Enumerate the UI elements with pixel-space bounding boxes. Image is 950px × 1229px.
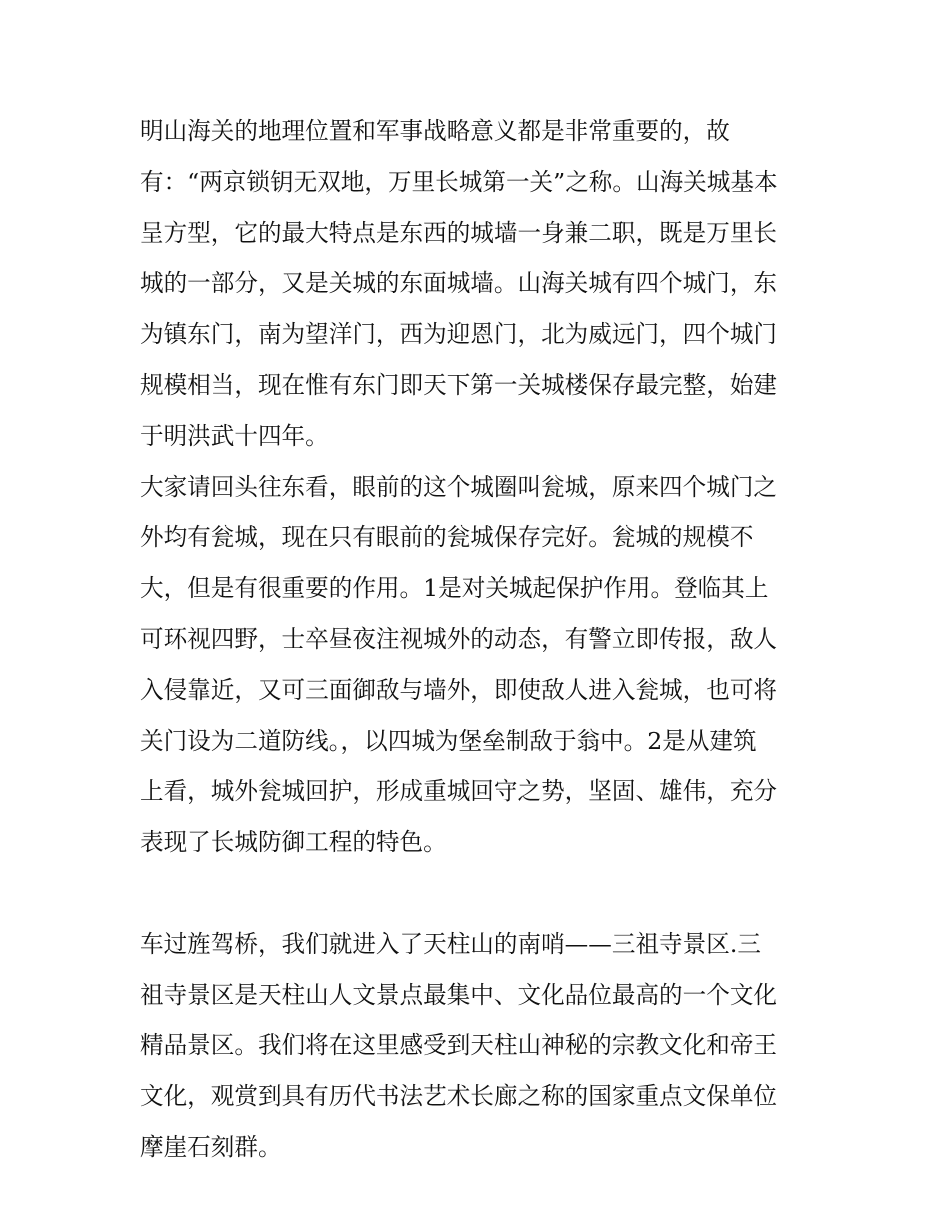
text-line: 大，但是有很重要的作用。1是对关城起保护作用。登临其上 [140, 574, 769, 603]
document-body [140, 106, 816, 1173]
text-line: 明山海关的地理位置和军事战略意义都是非常重要的，故 [140, 117, 730, 145]
text-line: 于明洪武十四年。 [140, 421, 329, 450]
text-line: 入侵靠近，又可三面御敌与墙外，即使敌人进入瓮城，也可将 [140, 675, 778, 704]
text-line: 城的一部分，又是关城的东面城墙。山海关城有四个城门，东 [140, 269, 778, 298]
text-line: 精品景区。我们将在这里感受到天柱山神秘的宗教文化和帝王 [140, 1031, 778, 1060]
text-line: 规模相当，现在惟有东门即天下第一关城楼保存最完整，始建 [140, 370, 778, 399]
text-line: 为镇东门，南为望洋门，西为迎恩门，北为威远门，四个城门 [140, 320, 778, 349]
text-line: 可环视四野，士卒昼夜注视城外的动态，有警立即传报，敌人 [140, 624, 778, 653]
text-line: 有：“两京锁钥无双地，万里长城第一关”之称。山海关城基本 [140, 167, 778, 196]
text-line [140, 868, 816, 919]
text-line: 车过旌驾桥，我们就进入了天柱山的南哨——三祖寺景区.三 [140, 929, 761, 958]
text-line: 摩崖石刻群。 [140, 1132, 282, 1161]
text-line: 上看，城外瓮城回护，形成重城回守之势，坚固、雄伟，充分 [140, 777, 778, 806]
text-line: 祖寺景区是天柱山人文景点最集中、文化品位最高的一个文化 [140, 980, 778, 1009]
text-line: 表现了长城防御工程的特色。 [140, 828, 447, 857]
text-line: 关门设为二道防线。，以四城为堡垒制敌于翁中。2是从建筑 [140, 726, 757, 755]
text-line: 外均有瓮城，现在只有眼前的瓮城保存完好。瓮城的规模不 [140, 523, 754, 552]
text-line: 呈方型，它的最大特点是东西的城墙一身兼二职，既是万里长 [140, 218, 778, 247]
paragraph-wengcheng [140, 462, 816, 919]
text-line: 大家请回头往东看，眼前的这个城圈叫瓮城，原来四个城门之 [140, 472, 778, 501]
text-line: 文化，观赏到具有历代书法艺术长廊之称的国家重点文保单位 [140, 1082, 778, 1111]
paragraph-sanzusi [140, 919, 816, 1173]
paragraph-shanhaiguan [140, 106, 816, 462]
